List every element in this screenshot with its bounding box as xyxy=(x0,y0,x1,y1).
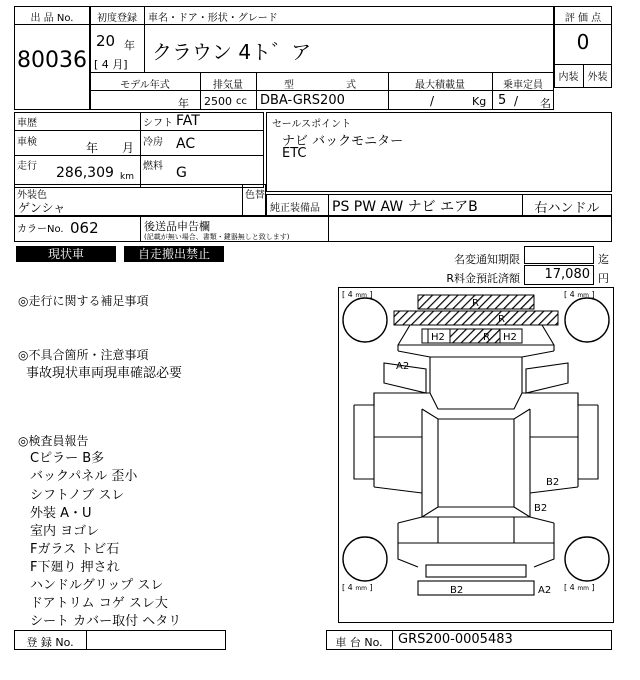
capacity-unit: 名 xyxy=(540,97,551,110)
rear-bumper-upper xyxy=(426,565,526,577)
lot-no-label: 出 品 No. xyxy=(30,13,74,24)
tire-front-right xyxy=(565,298,609,342)
mileage-value: 286,309 xyxy=(56,165,114,181)
recycle-unit: 円 xyxy=(598,272,609,285)
displacement-unit: cc xyxy=(236,96,247,107)
recycle-label: R料金預託済額 xyxy=(446,272,520,285)
model-label: 型 xyxy=(284,80,294,91)
steering-value: 右ハンドル xyxy=(534,201,600,216)
front-right-fender xyxy=(526,363,568,393)
inspection-label: 車検 xyxy=(17,137,37,148)
rating-label: 評 価 点 xyxy=(564,13,602,24)
tire-rear-right xyxy=(565,537,609,581)
capacity-sep: / xyxy=(514,94,519,108)
first-reg-label: 初度登録 xyxy=(97,13,137,24)
ac-label: 冷房 xyxy=(143,137,163,148)
sales-point-1: ナビ バックモニター xyxy=(282,134,404,149)
model-code: DBA-GRS200 xyxy=(260,93,345,108)
max-load-unit: Kg xyxy=(472,95,487,108)
inspector-line: バックパネル 歪小 xyxy=(30,469,138,484)
damage-mark: B2 xyxy=(546,477,560,488)
capacity: 5 xyxy=(498,93,507,108)
inspection-year-unit: 年 xyxy=(86,141,99,155)
inspector-line: シート カバー取付 ヘタリ xyxy=(30,614,182,629)
exterior-color-label: 外装色 xyxy=(17,190,47,201)
car-name-label: 車名・ドア・形状・グレード xyxy=(148,13,278,24)
notice-deadline-unit: 迄 xyxy=(598,253,609,266)
inspector-line: ハンドルグリップ スレ xyxy=(30,578,164,593)
defects-label: ◎不具合箇所・注意事項 xyxy=(18,348,149,362)
car-damage-diagram xyxy=(338,287,614,623)
driving-notes-label: ◎走行に関する補足事項 xyxy=(18,294,149,308)
notice-deadline-label: 名変通知期限 xyxy=(454,253,520,266)
no-self-drive-badge: 自走搬出禁止 xyxy=(124,246,224,262)
damage-mark: R xyxy=(483,332,490,343)
tire-depth-rr: [ 4 mm ] xyxy=(564,583,595,592)
fuel-label: 燃料 xyxy=(143,161,163,172)
inspector-line: ドアトリム コゲ スレ大 xyxy=(30,596,168,611)
inspector-label: ◎検査員報告 xyxy=(18,434,89,448)
shift-label: シフト xyxy=(143,118,173,129)
displacement-label: 排気量 xyxy=(213,80,243,91)
post-report-label: 後送品申告欄 xyxy=(144,220,210,233)
exterior-label: 外装 xyxy=(587,72,608,83)
post-report-note: (記載が無い場合、書類・鍵器無しと致します) xyxy=(144,233,290,241)
tire-depth-rl: [ 4 mm ] xyxy=(342,583,373,592)
car-name: クラウン 4ト゛ア xyxy=(152,40,312,64)
displacement: 2500 xyxy=(204,95,232,108)
damage-mark: H2 xyxy=(431,332,445,343)
model-year-label: モデル年式 xyxy=(120,80,170,91)
equipment-value: PS PW AW ナビ エアB xyxy=(332,199,478,215)
damage-mark: H2 xyxy=(503,332,517,343)
history-label: 車歴 xyxy=(17,118,37,129)
max-load-sep: / xyxy=(430,94,435,108)
defects-text: 事故現状車両現車確認必要 xyxy=(26,366,183,381)
inspector-line: Cピラー B多 xyxy=(30,451,105,466)
inspector-line: F下廻り 押され xyxy=(30,560,120,575)
ac-value: AC xyxy=(176,136,196,152)
shift-value: FAT xyxy=(176,113,200,129)
mileage-unit: km xyxy=(120,172,134,182)
inspection-month-unit: 月 xyxy=(122,141,135,155)
tire-depth-fl: [ 4 mm ] xyxy=(342,290,373,299)
color-no-box xyxy=(14,216,612,242)
lot-number: 80036 xyxy=(17,48,87,73)
details-left-box xyxy=(14,112,264,188)
first-reg-month: [ 4 月] xyxy=(94,58,128,71)
notice-deadline-box xyxy=(524,246,594,264)
damage-mark: R xyxy=(472,298,479,309)
damage-mark: R xyxy=(498,314,505,325)
max-load-label: 最大積載量 xyxy=(415,80,465,91)
first-reg-year: 20 xyxy=(96,32,116,50)
sales-point-label: セールスポイント xyxy=(272,119,352,130)
exterior-color-value: ゲンシャ xyxy=(18,201,66,215)
recycle-fee: 17,080 xyxy=(544,267,590,282)
damage-mark: A2 xyxy=(538,585,552,596)
front-grille-part xyxy=(394,311,558,325)
sales-point-2: ETC xyxy=(282,146,307,161)
inspector-line: Fガラス トビ石 xyxy=(30,542,120,557)
chassis-no: GRS200-0005483 xyxy=(398,632,513,647)
inspector-line: 室内 ヨゴレ xyxy=(30,524,100,539)
damage-mark: B2 xyxy=(450,585,464,596)
interior-label: 内装 xyxy=(558,72,579,83)
tire-depth-fr: [ 4 mm ] xyxy=(564,290,595,299)
equipment-label: 純正装備品 xyxy=(270,203,320,214)
model-year-unit: 年 xyxy=(178,97,189,110)
inspector-line: シフトノブ スレ xyxy=(30,488,125,503)
color-no-value: 062 xyxy=(70,219,99,237)
current-condition-badge: 現状車 xyxy=(16,246,116,262)
reg-no-label: 登 録 No. xyxy=(26,636,74,649)
capacity-label: 乗車定員 xyxy=(503,80,543,91)
inspector-line: 外装 A・U xyxy=(30,506,92,521)
color-change-label: 色替 xyxy=(245,190,265,201)
tire-rear-left xyxy=(343,537,387,581)
damage-mark: A2 xyxy=(396,361,410,372)
mileage-label: 走行 xyxy=(17,161,37,172)
chassis-no-label: 車 台 No. xyxy=(335,636,383,649)
year-unit: 年 xyxy=(124,39,135,52)
rating-value: 0 xyxy=(576,30,590,54)
fuel-value: G xyxy=(176,165,187,181)
model-label-2: 式 xyxy=(346,80,356,91)
damage-mark: B2 xyxy=(534,503,548,514)
rear-bumper xyxy=(418,581,534,595)
color-no-label: カラーNo. xyxy=(17,224,64,235)
tire-front-left xyxy=(343,298,387,342)
